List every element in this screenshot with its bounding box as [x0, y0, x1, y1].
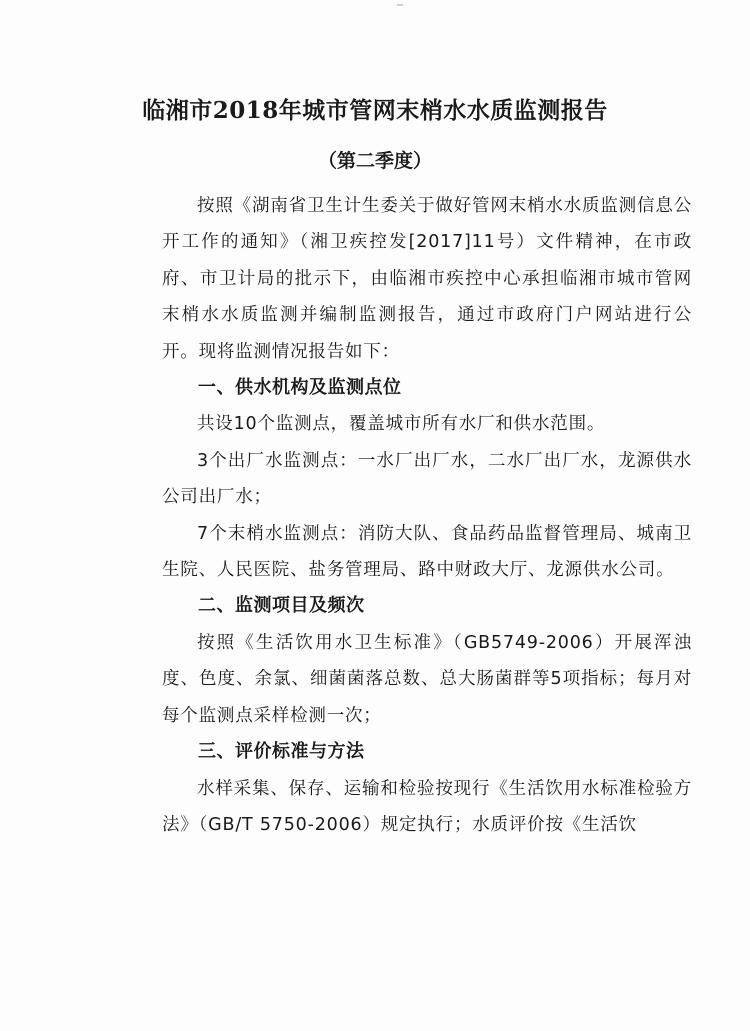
- section1-heading: 一、供水机构及监测点位: [198, 377, 402, 399]
- intro-paragraph: 按照《湖南省卫生计生委关于做好管网末梢水水质监测信息公开工作的通知》（湘卫疾控发[2017]11号）文件精神，在市政府、市卫计局的批示下，由临湘市疾控中心承担临湘市城市管网末梢水水质监测并编制监测报告，通过市政府门户网站进行公开。现将监测情况报告如下：: [162, 196, 692, 362]
- section1-paragraph-2: 3个出厂水监测点：一水厂出厂水，二水厂出厂水，龙源供水公司出厂水；: [162, 450, 692, 508]
- section3-paragraph-1: 水样采集、保存、运输和检验按现行《生活饮用水标准检验方法》（GB/T 5750-2006）规定执行；水质评价按《生活饮: [162, 778, 692, 835]
- document-subtitle: （第二季度）: [317, 150, 432, 172]
- section1-paragraph-3: 7个末梢水监测点：消防大队、食品药品监督管理局、城南卫生院、人民医院、盐务管理局、路中财政大厅、龙源供水公司。: [162, 523, 692, 581]
- document-body: [162, 188, 692, 843]
- section3-heading: 三、评价标准与方法: [198, 741, 365, 763]
- section1-paragraph-1: 共设10个监测点，覆盖城市所有水厂和供水范围。: [197, 414, 606, 435]
- section2-paragraph-1: 按照《生活饮用水卫生标准》（GB5749-2006）开展浑浊度、色度、余氯、细菌菌落总数、总大肠菌群等5项指标；每月对每个监测点采样检测一次；: [162, 632, 692, 726]
- scan-mark: [397, 4, 403, 6]
- section2-heading: 二、监测项目及频次: [198, 595, 365, 617]
- document-title: 临湘市2018年城市管网末梢水水质监测报告: [142, 97, 608, 124]
